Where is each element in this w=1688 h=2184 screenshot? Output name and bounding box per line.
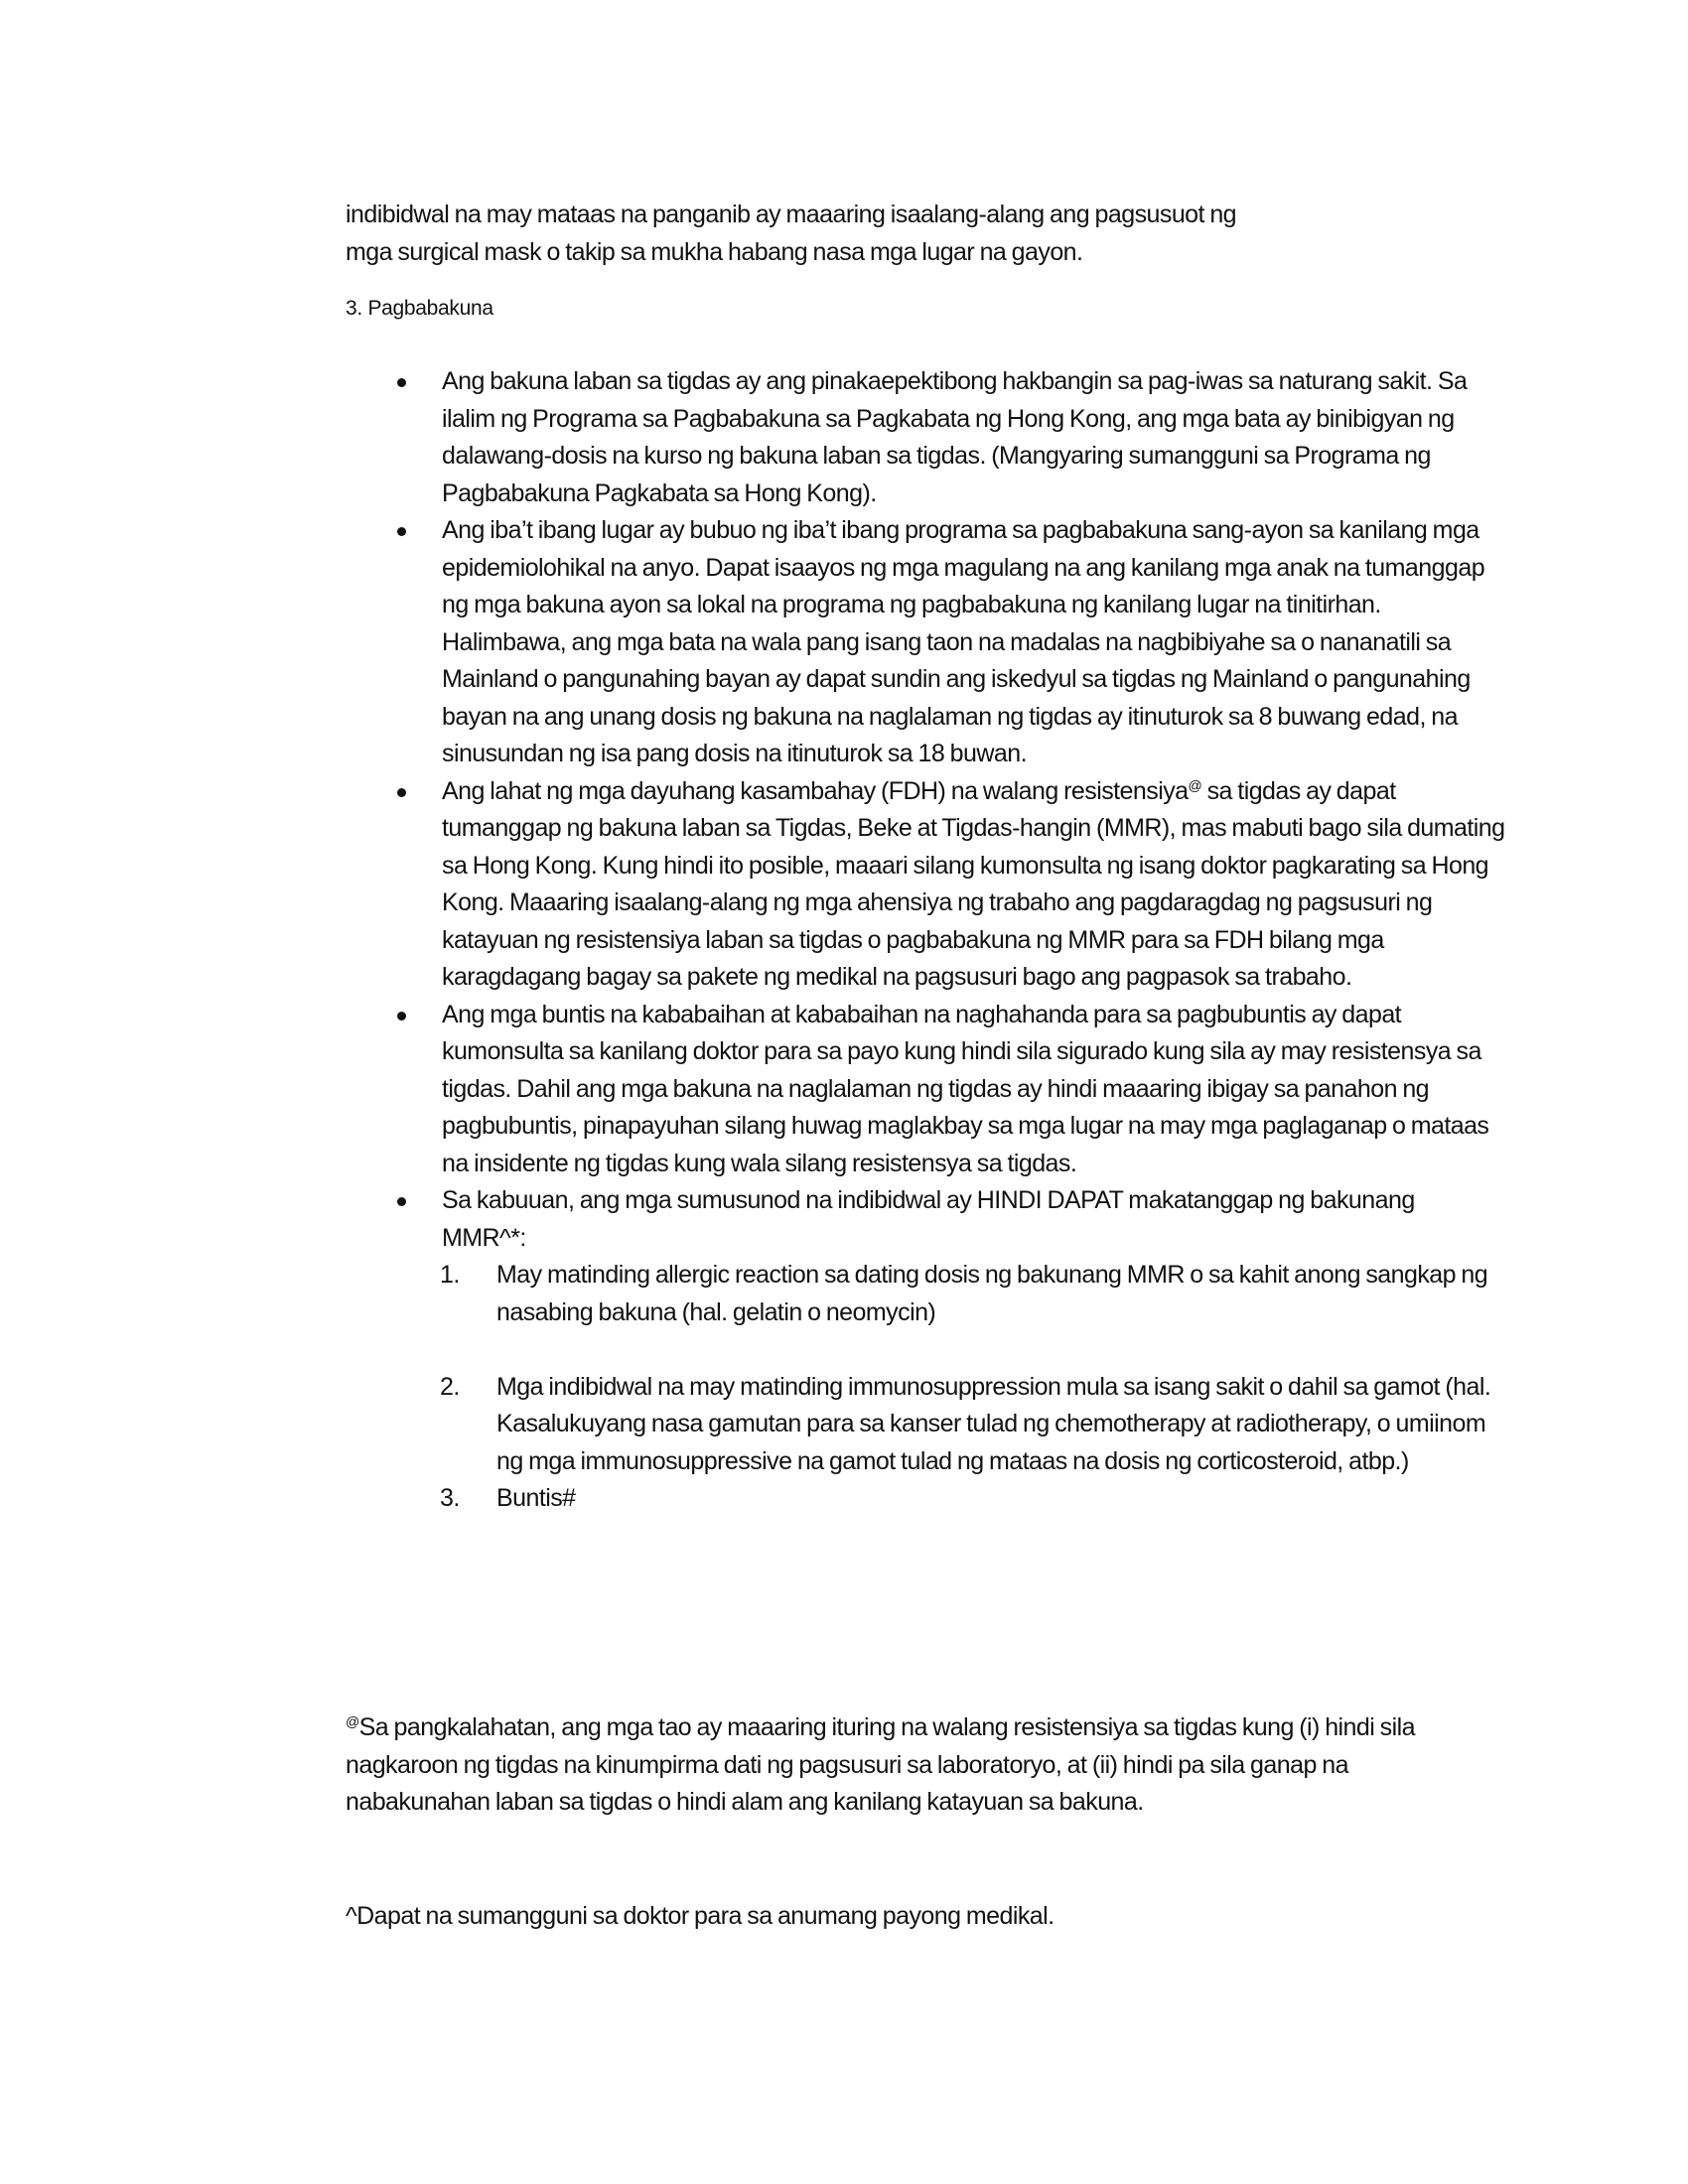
bullet-item-1 — [397, 363, 1509, 512]
intro-line-1: indibidwal na may mataas na panganib ay maaaring isaalang-alang ang pagsusuot ng — [346, 201, 1237, 228]
bullet-item-4 — [397, 997, 1509, 1183]
item-number: 2. — [440, 1372, 460, 1401]
bullet-icon — [397, 378, 406, 387]
section-heading: 3. Pagbabakuna — [346, 297, 493, 320]
footnote-caret: ^Dapat na sumangguni sa doktor para sa anumang payong medikal. — [346, 1902, 1055, 1930]
bullet-item-5 — [397, 1182, 1509, 1518]
numbered-item-2 — [397, 1369, 1509, 1481]
bullet-text: Ang bakuna laban sa tigdas ay ang pinakaepektibong hakbangin sa pag-iwas sa naturang sakit. Sa ilalim ng Programa sa Pagbabakuna sa Pagkabata ng Hong Kong, ang mga bata ay binibigyan ng dalawang-dosis na kurso ng bakuna laban sa tigdas. (Mangyaring sumangguni sa Programa ng Pagbabakuna Pagkabata sa Hong Kong). — [442, 367, 1468, 507]
bullet-icon — [397, 527, 406, 536]
item-number: 1. — [440, 1261, 460, 1289]
item-text: Buntis# — [496, 1484, 576, 1512]
footnote-marker-at: @ — [346, 1713, 359, 1729]
bullet-icon — [397, 1197, 406, 1206]
bullet-icon — [397, 1012, 406, 1021]
item-text: Mga indibidwal na may matinding immunosuppression mula sa isang sakit o dahil sa gamot (hal. Kasalukuyang nasa gamutan para sa kanser tulad ng chemotherapy at radiotherapy, o umiinom ng mga immunosuppressive na gamot tulad ng mataas na dosis ng corticosteroid, atbp.) — [496, 1372, 1491, 1475]
bullet-text: Ang iba’t ibang lugar ay bubuo ng iba’t ibang programa sa pagbabakuna sang-ayon sa kanilang mga epidemiolohikal na anyo. Dapat isaayos ng mga magulang na ang kanilang mga anak na tumanggap ng mga bakuna ayon sa lokal na programa ng pagbabakuna ng kanilang lugar na tinitirhan. Halimbawa, ang mga bata na wala pang isang taon na madalas na nagbibiyahe sa o nananatili sa Mainland o pangunahing bayan ay dapat sundin ang iskedyul sa tigdas ng Mainland o pangunahing bayan na ang unang dosis ng bakuna na naglalaman ng tigdas ay itinuturok sa 8 buwang edad, na sinusundan ng isa pang dosis na itinuturok sa 18 buwan. — [442, 516, 1485, 767]
bullet-text: Ang lahat ng mga dayuhang kasambahay (FDH) na walang resistensiya — [442, 776, 1189, 805]
contraindication-list — [397, 1257, 1509, 1518]
item-text: May matinding allergic reaction sa dating dosis ng bakunang MMR o sa kahit anong sangkap ng nasabing bakuna (hal. gelatin o neomycin) — [496, 1261, 1488, 1326]
item-number: 3. — [440, 1484, 460, 1512]
footnote-at — [346, 1709, 1418, 1822]
footnote-at-text: Sa pangkalahatan, ang mga tao ay maaaring ituring na walang resistensiya sa tigdas kung (i) hindi sila nagkaroon ng tigdas na kinumpirma dati ng pagsusuri sa laboratoryo, at (ii) hindi pa sila ganap na nabakunahan laban sa tigdas o hindi alam ang kanilang katayuan sa bakuna. — [346, 1713, 1415, 1816]
intro-paragraph — [346, 197, 1458, 271]
bullet-item-3 — [397, 773, 1509, 997]
numbered-item-3 — [397, 1480, 1509, 1518]
intro-line-2: mga surgical mask o takip sa mukha habang nasa mga lugar na gayon. — [346, 237, 1083, 266]
numbered-item-1 — [397, 1257, 1509, 1331]
bullet-text: Sa kabuuan, ang mga sumusunod na indibidwal ay HINDI DAPAT makatanggap ng bakunang MMR^*: — [442, 1186, 1415, 1252]
bullet-text: Ang mga buntis na kababaihan at kababaihan na naghahanda para sa pagbubuntis ay dapat kumonsulta sa kanilang doktor para sa payo kung hindi sila sigurado kung sila ay may resistensya sa tigdas. Dahil ang mga bakuna na naglalaman ng tigdas ay hindi maaaring ibigay sa panahon ng pagbubuntis, pinapayuhan silang huwag maglakbay sa mga lugar na may mga paglaganap o mataas na insidente ng tigdas kung wala silang resistensya sa tigdas. — [442, 1000, 1489, 1177]
bullet-item-2 — [397, 512, 1509, 773]
bullet-text-continued: sa tigdas ay dapat tumanggap ng bakuna laban sa Tigdas, Beke at Tigdas-hangin (MMR), mas mabuti bago sila dumating sa Hong Kong. Kung hindi ito posible, maaari silang kumonsulta ng isang doktor pagkarating sa Hong Kong. Maaaring isaalang-alang ng mga ahensiya ng trabaho ang pagdaragdag ng pagsusuri ng katayuan ng resistensiya laban sa tigdas o pagbabakuna ng MMR para sa FDH bilang mga karagdagang bagay sa pakete ng medikal na pagsusuri bago ang pagpasok sa trabaho. — [442, 776, 1505, 991]
vaccination-bullet-list — [397, 363, 1549, 1518]
footnote-marker-at: @ — [1188, 776, 1202, 793]
bullet-icon — [397, 788, 406, 797]
